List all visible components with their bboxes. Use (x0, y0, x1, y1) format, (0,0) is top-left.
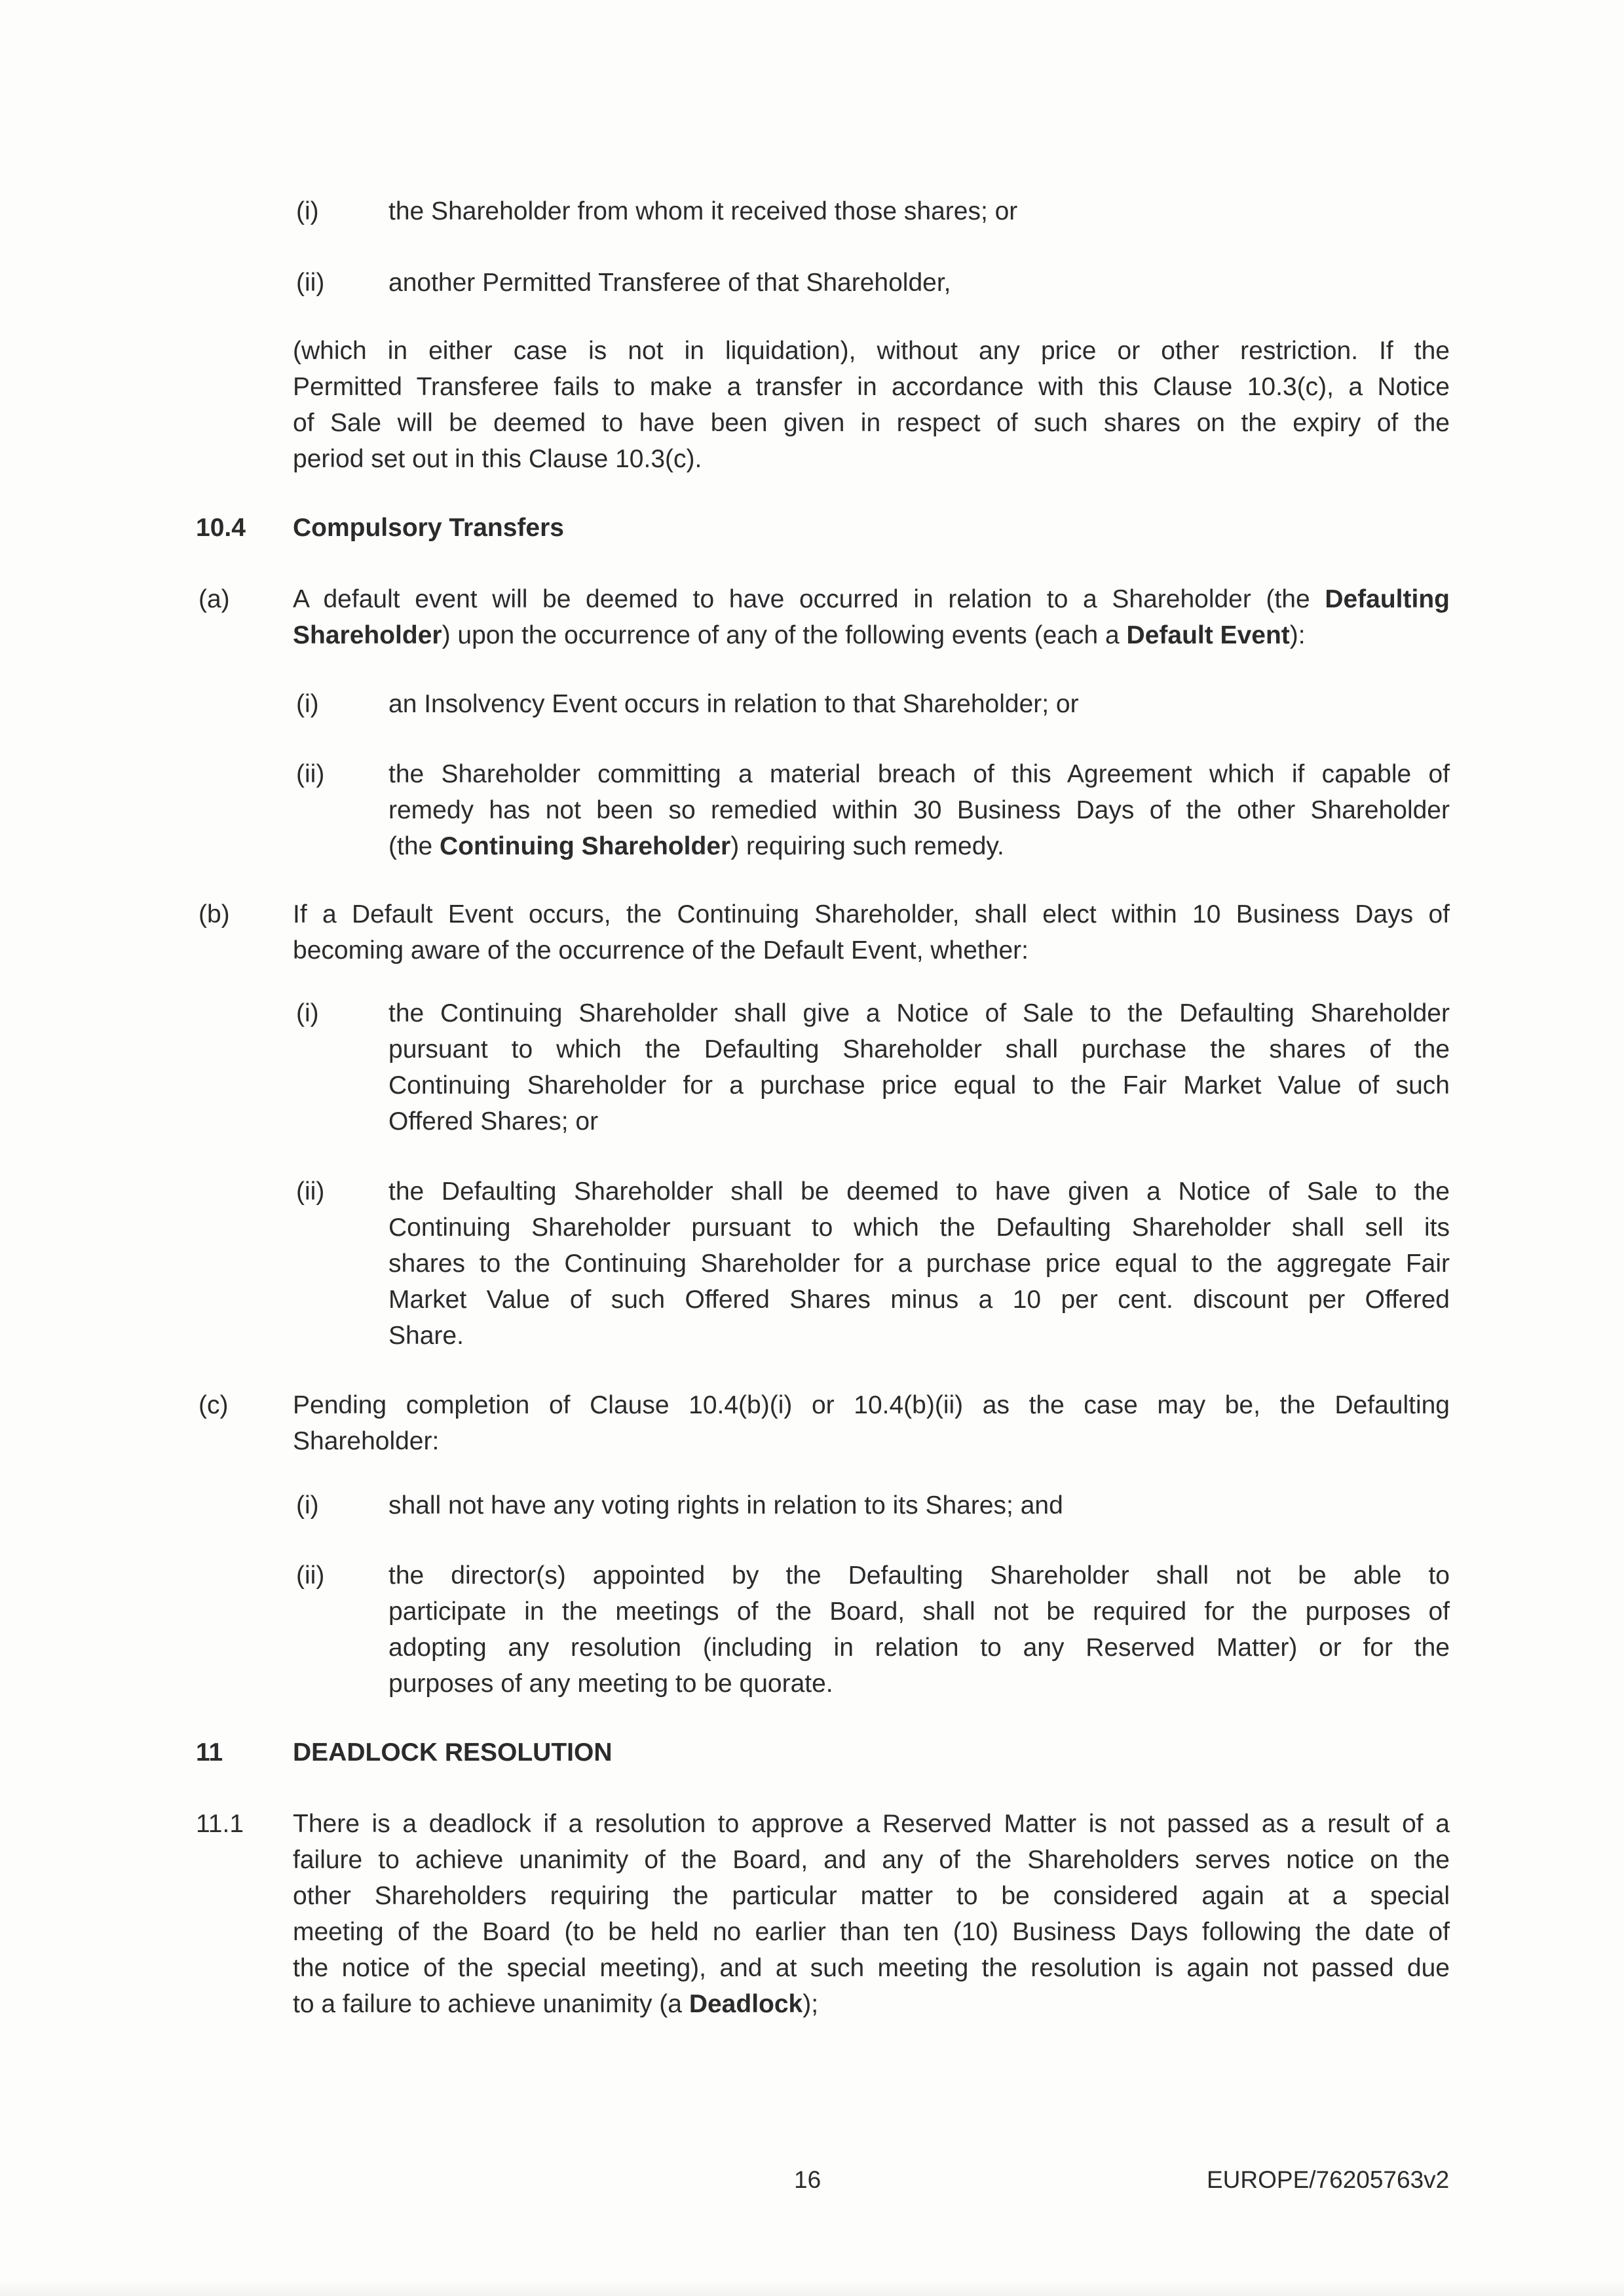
paragraph-line: the Defaulting Shareholder shall be deemed to have given a Notice of Sale to the (388, 1177, 1450, 1206)
defined-term: Continuing Shareholder (440, 832, 731, 860)
paragraph-line: the notice of the special meeting), and at such meeting the resolution is again not passed due (293, 1954, 1450, 1982)
item-label: (ii) (296, 269, 325, 297)
page-number: 16 (794, 2166, 821, 2193)
paragraph-line: Shareholder: (293, 1427, 440, 1455)
paragraph-line: adopting any resolution (including in relation to any Reserved Matter) or for the (388, 1634, 1450, 1662)
paragraph-line: of Sale will be deemed to have been given in respect of such shares on the expiry of the (293, 409, 1450, 437)
paragraph-line: meeting of the Board (to be held no earlier than ten (10) Business Days following the date of (293, 1918, 1450, 1946)
continuation-paragraph (293, 333, 1450, 477)
clause-label: (a) (198, 585, 230, 613)
paragraph-line: period set out in this Clause 10.3(c). (293, 445, 702, 473)
item-label: (i) (296, 1491, 319, 1520)
paragraph-line: (which in either case is not in liquidation), without any price or other restriction. If the (293, 337, 1450, 365)
paragraph-line: Offered Shares; or (388, 1107, 599, 1136)
paragraph-line: shares to the Continuing Shareholder for a purchase price equal to the aggregate Fair (388, 1250, 1450, 1278)
paragraph-line: the Shareholder committing a material breach of this Agreement which if capable of (388, 760, 1450, 788)
item-label: (i) (296, 690, 319, 718)
defined-term: Default Event (1126, 621, 1290, 649)
paragraph-line: (the Continuing Shareholder) requiring such remedy. (388, 832, 1004, 860)
item-label: (ii) (296, 1177, 325, 1206)
paragraph-line: A default event will be deemed to have occurred in relation to a Shareholder (the Defaulting (293, 585, 1450, 613)
clause-number: 11.1 (196, 1810, 244, 1838)
paragraph-line: Shareholder) upon the occurrence of any of the following events (each a Default Event): (293, 621, 1306, 649)
item-text (388, 1174, 1450, 1354)
paragraph-line: purposes of any meeting to be quorate. (388, 1670, 833, 1698)
paragraph-line: the Continuing Shareholder shall give a Notice of Sale to the Defaulting Shareholder (388, 999, 1450, 1027)
document-reference: EUROPE/76205763v2 (1207, 2166, 1450, 2193)
clause-11-1-text (293, 1806, 1450, 2022)
item-label: (ii) (296, 1561, 325, 1590)
paragraph-line: Continuing Shareholder pursuant to which the Defaulting Shareholder shall sell its (388, 1214, 1450, 1242)
paragraph-line: pursuant to which the Defaulting Shareholder shall purchase the shares of the (388, 1035, 1450, 1063)
paragraph-line: Market Value of such Offered Shares minus a 10 per cent. discount per Offered (388, 1286, 1450, 1314)
item-text: shall not have any voting rights in relation to its Shares; and (388, 1491, 1063, 1520)
item-text: the Shareholder from whom it received those shares; or (388, 197, 1018, 225)
paragraph-line: failure to achieve unanimity of the Board, and any of the Shareholders serves notice on the (293, 1846, 1450, 1874)
paragraph-line: becoming aware of the occurrence of the Default Event, whether: (293, 936, 1029, 965)
item-text: an Insolvency Event occurs in relation to that Shareholder; or (388, 690, 1079, 718)
clause-a-text (293, 581, 1450, 653)
item-label: (i) (296, 197, 319, 225)
section-number: 11 (196, 1738, 223, 1767)
section-title: DEADLOCK RESOLUTION (293, 1738, 613, 1767)
defined-term: Deadlock (689, 1990, 803, 2018)
item-text (388, 995, 1450, 1139)
scan-edge (0, 2279, 1624, 2296)
clause-label: (c) (198, 1391, 229, 1419)
paragraph-line: Continuing Shareholder for a purchase price equal to the Fair Market Value of such (388, 1071, 1450, 1100)
clause-b-text (293, 896, 1450, 968)
paragraph-line: to a failure to achieve unanimity (a Deadlock); (293, 1990, 819, 2018)
paragraph-line: Share. (388, 1322, 464, 1350)
section-title: Compulsory Transfers (293, 514, 564, 542)
paragraph-line: the director(s) appointed by the Defaulting Shareholder shall not be able to (388, 1561, 1450, 1590)
item-text (388, 1558, 1450, 1702)
paragraph-line: Pending completion of Clause 10.4(b)(i) or 10.4(b)(ii) as the case may be, the Defaulting (293, 1391, 1450, 1419)
item-label: (i) (296, 999, 319, 1027)
clause-label: (b) (198, 900, 230, 928)
section-number: 10.4 (196, 514, 246, 542)
paragraph-line: remedy has not been so remedied within 30 Business Days of the other Shareholder (388, 796, 1450, 824)
clause-c-text (293, 1387, 1450, 1459)
paragraph-line: other Shareholders requiring the particular matter to be considered again at a special (293, 1882, 1450, 1910)
defined-term: Shareholder (293, 621, 442, 649)
paragraph-line: Permitted Transferee fails to make a transfer in accordance with this Clause 10.3(c), a Notice (293, 373, 1450, 401)
defined-term: Defaulting (1325, 585, 1450, 613)
item-text: another Permitted Transferee of that Shareholder, (388, 269, 951, 297)
paragraph-line: participate in the meetings of the Board, shall not be required for the purposes of (388, 1598, 1450, 1626)
item-text (388, 756, 1450, 864)
paragraph-line: There is a deadlock if a resolution to approve a Reserved Matter is not passed as a result of a (293, 1810, 1450, 1838)
item-label: (ii) (296, 760, 325, 788)
paragraph-line: If a Default Event occurs, the Continuing Shareholder, shall elect within 10 Business Days of (293, 900, 1450, 928)
